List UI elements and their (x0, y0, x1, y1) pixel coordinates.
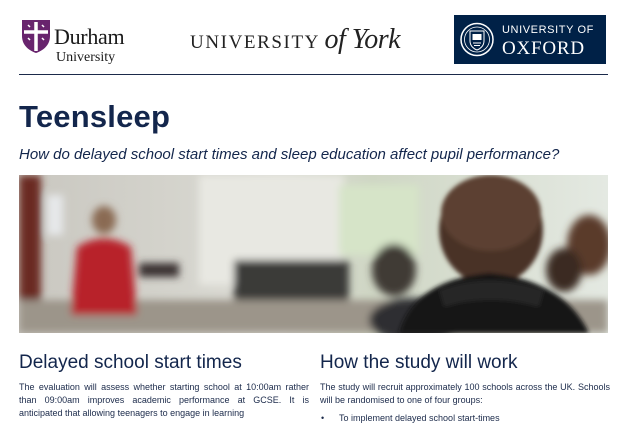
page-title: Teensleep (19, 99, 171, 134)
york-suffix: of York (324, 24, 401, 55)
delayed-start-heading: Delayed school start times (19, 352, 242, 373)
classroom-photo-illustration (19, 175, 608, 333)
page-subtitle: How do delayed school start times and sleep education affect pupil performance? (19, 146, 560, 163)
oxford-line1: UNIVERSITY OF (502, 24, 594, 36)
list-item (320, 412, 610, 425)
durham-subname: University (56, 50, 116, 65)
bullet-icon: • (321, 413, 325, 423)
durham-university-logo (20, 16, 145, 72)
university-of-oxford-logo (454, 15, 606, 64)
oxford-line2: OXFORD (502, 38, 585, 59)
university-of-york-logo (190, 24, 400, 58)
header-divider (19, 74, 608, 75)
list-item-text: To implement delayed school start-times (339, 413, 500, 423)
how-study-works-body: The study will recruit approximately 100 schools across the UK. Schools will be randomised to one of four groups: (320, 382, 610, 405)
delayed-start-body: The evaluation will assess whether starting school at 10:00am rather than 09:00am improves academic performance at GCSE. It is anticipated that allowing teenagers to engage in learning (19, 382, 309, 418)
oxford-crest-icon (460, 20, 494, 59)
study-groups-list (320, 412, 610, 425)
durham-name: Durham (54, 24, 125, 49)
durham-shield-icon (20, 18, 52, 54)
logo-header (0, 0, 630, 74)
how-study-works-section (320, 353, 610, 425)
delayed-start-section (19, 353, 309, 420)
classroom-photo (19, 175, 608, 333)
how-study-works-heading: How the study will work (320, 352, 518, 373)
york-prefix: UNIVERSITY (190, 32, 320, 53)
